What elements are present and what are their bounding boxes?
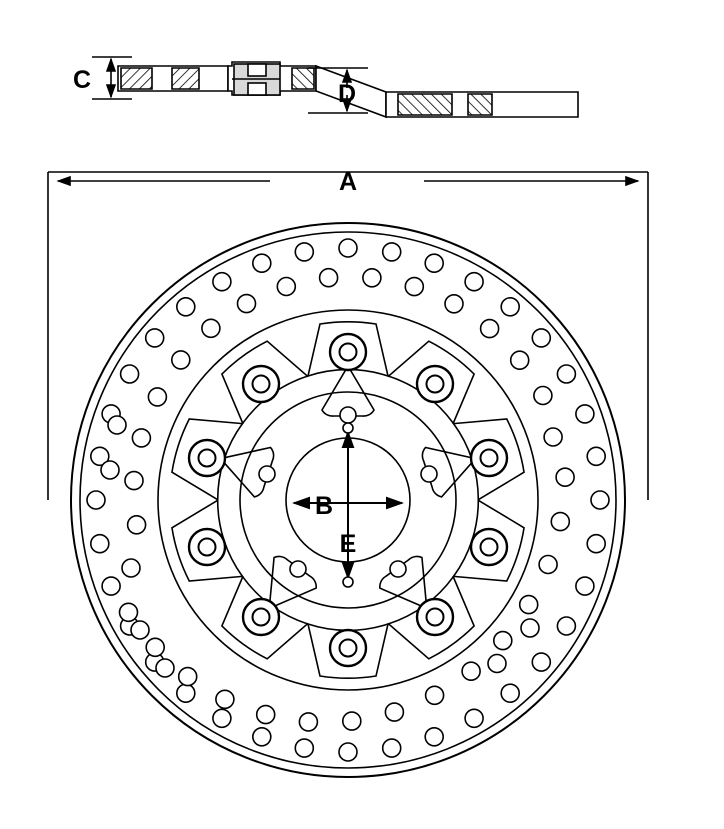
dimension-label-D: D xyxy=(337,80,357,108)
dimension-label-A: A xyxy=(338,168,358,196)
dimension-label-E: E xyxy=(339,530,357,558)
side-section-view xyxy=(73,57,578,117)
front-face-view xyxy=(48,168,648,777)
dimension-label-B: B xyxy=(314,492,334,520)
side-hub-carrier xyxy=(228,62,316,95)
side-upper-flange xyxy=(118,66,228,91)
dimension-label-C: C xyxy=(72,66,92,94)
